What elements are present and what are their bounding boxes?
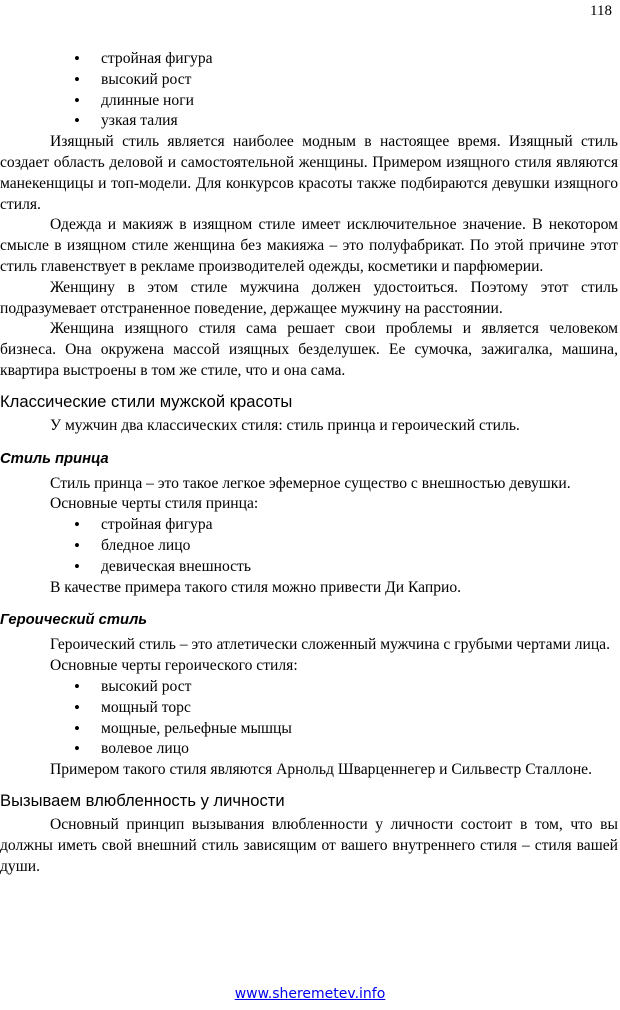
paragraph: Основный принцип вызывания влюбленности у личности состоит в том, что вы должны иметь свой внешний стиль зависящим от вашего внутреннего стиля – стиля вашей души. (0, 815, 618, 875)
paragraph: Стиль принца – это такое легкое эфемерное существо с внешностью девушки. (50, 474, 571, 492)
list-item: • мощные, рельефные мышцы (0, 719, 618, 740)
bullet-list (0, 49, 618, 132)
paragraph: Женщина изящного стиля сама решает свои проблемы и является человеком бизнеса. Она окружена массой изящных безделушек. Ее сумочка, зажигалка, машина, квартира выстроены в том же стиле, что и она сама. (0, 320, 618, 379)
list-item: • высокий рост (0, 677, 618, 698)
list-item: • высокий рост (0, 70, 618, 91)
bullet-list (0, 677, 618, 760)
section-heading: Классические стили мужской красоты (0, 391, 293, 411)
bullet-list (0, 515, 618, 577)
list-item: • бледное лицо (0, 536, 618, 557)
list-item: • длинные ноги (0, 91, 618, 112)
paragraph: Женщину в этом стиле мужчина должен удостоиться. Поэтому этот стиль подразумевает отстраненное поведение, держащее мужчину на расстоянии. (0, 278, 618, 317)
subsection-heading: Героический стиль (0, 612, 148, 629)
footer-link[interactable]: www.sheremetev.info (234, 986, 386, 1002)
paragraph: У мужчин два классических стиля: стиль принца и героический стиль. (50, 416, 520, 434)
paragraph: Примером такого стиля являются Арнольд Шварценнегер и Сильвестр Сталлоне. (50, 761, 593, 779)
paragraph: Основные черты стиля принца: (50, 495, 259, 513)
paragraph: Одежда и макияж в изящном стиле имеет исключительное значение. В некотором смысле в изящном стиле женщина без макияжа – это полуфабрикат. По этой причине этот стиль главенствует в рекламе производителей одежды, косметики и парфюмерии. (0, 216, 618, 275)
subsection-heading: Стиль принца (0, 450, 109, 467)
page-content (0, 49, 618, 877)
paragraph: В качестве примера такого стиля можно привести Ди Каприо. (50, 578, 462, 596)
section-heading: Вызываем влюбленность у личности (0, 790, 285, 810)
page-number: 118 (590, 3, 612, 19)
paragraph: Основные черты героического стиля: (50, 657, 298, 675)
list-item: • узкая талия (0, 111, 618, 132)
list-item: • стройная фигура (0, 515, 618, 536)
list-item: • стройная фигура (0, 49, 618, 70)
paragraph: Героический стиль – это атлетически сложенный мужчина с грубыми чертами лица. (50, 636, 611, 654)
paragraph: Изящный стиль является наиболее модным в настоящее время. Изящный стиль создает область деловой и самостоятельной женщины. Примером изящного стиля являются манекенщицы и топ-модели. Для конкурсов красоты также подбираются девушки изящного стиля. (0, 133, 618, 213)
list-item: • мощный торс (0, 698, 618, 719)
list-item: • волевое лицо (0, 739, 618, 760)
list-item: • девическая внешность (0, 557, 618, 578)
